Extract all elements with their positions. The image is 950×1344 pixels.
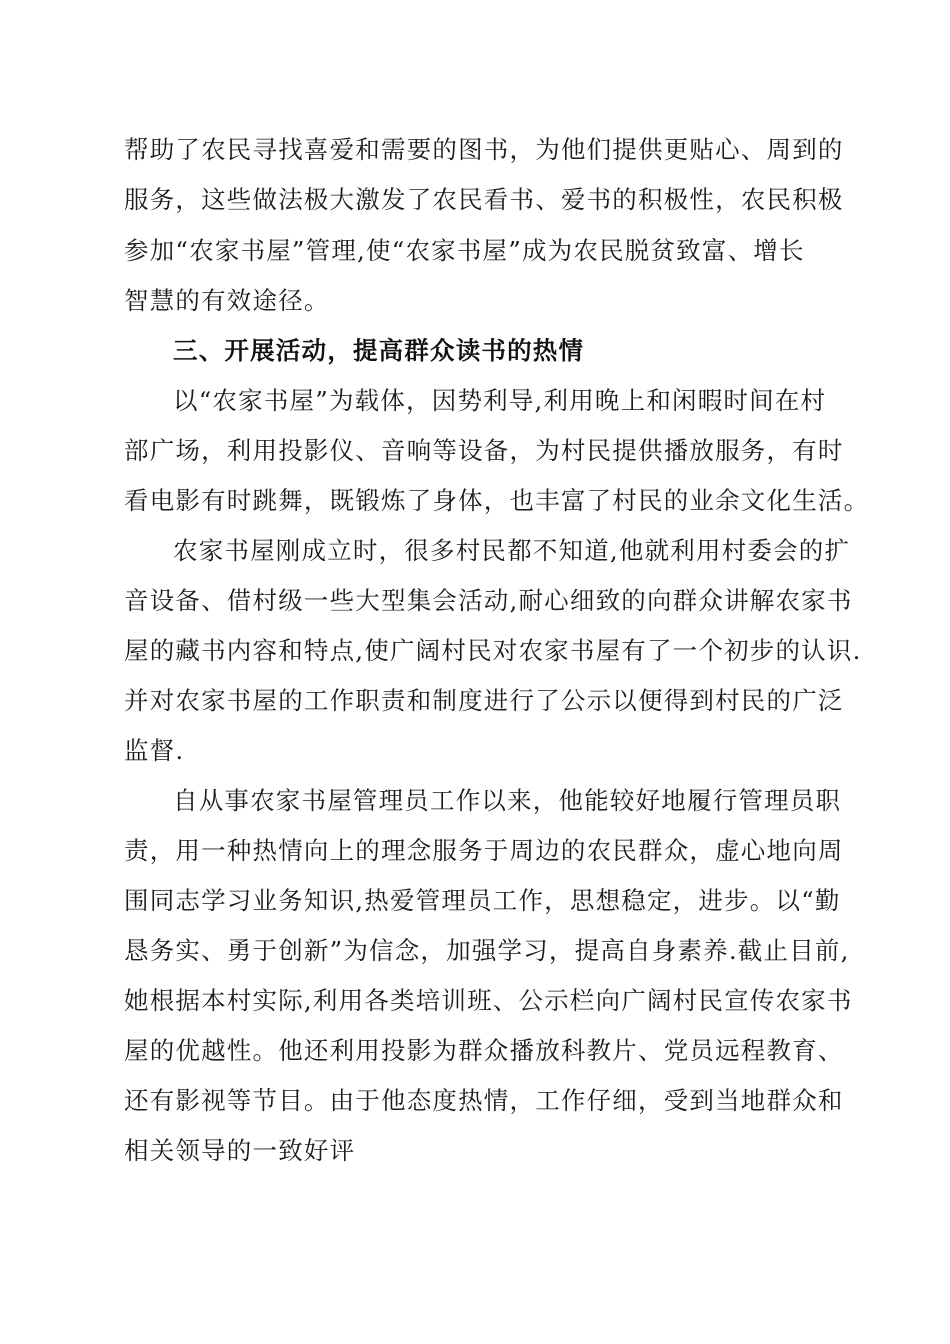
paragraph-line: 责，用一种热情向上的理念服务于周边的农民群众，虚心地向周 — [124, 836, 844, 865]
paragraph-line: 屋的藏书内容和特点,使广阔村民对农家书屋有了一个初步的认识. — [124, 636, 862, 665]
paragraph-line: 并对农家书屋的工作职责和制度进行了公示以便得到村民的广泛 — [124, 686, 844, 715]
paragraph-line: 自从事农家书屋管理员工作以来，他能较好地履行管理员职 — [173, 786, 842, 815]
paragraph-line: 相关领导的一致好评 — [124, 1136, 356, 1165]
paragraph-line: 看电影有时跳舞，既锻炼了身体，也丰富了村民的业余文化生活。 — [124, 486, 870, 515]
paragraph-line: 智慧的有效途径。 — [124, 286, 330, 315]
paragraph-line: 帮助了农民寻找喜爱和需要的图书，为他们提供更贴心、周到的 — [124, 135, 844, 164]
paragraph-line: 音设备、借村级一些大型集会活动,耐心细致的向群众讲解农家书 — [124, 586, 853, 615]
paragraph-line: 还有影视等节目。由于他态度热情，工作仔细，受到当地群众和 — [124, 1086, 844, 1115]
paragraph-line: 围同志学习业务知识,热爱管理员工作，思想稳定，进步。以“勤 — [124, 886, 841, 915]
section-heading: 三、开展活动，提高群众读书的热情 — [173, 336, 585, 365]
paragraph-line: 她根据本村实际,利用各类培训班、公示栏向广阔村民宣传农家书 — [124, 986, 853, 1015]
paragraph-line: 农家书屋刚成立时，很多村民都不知道,他就利用村委会的扩 — [173, 536, 851, 565]
paragraph-line: 服务，这些做法极大激发了农民看书、爱书的积极性，农民积极 — [124, 185, 844, 214]
paragraph-line: 监督. — [124, 736, 185, 765]
paragraph-line: 部广场，利用投影仪、音响等设备，为村民提供播放服务，有时 — [124, 436, 844, 465]
paragraph-line: 参加“农家书屋”管理,使“农家书屋”成为农民脱贫致富、增长 — [124, 236, 805, 265]
paragraph-line: 恳务实、勇于创新”为信念，加强学习，提高自身素养.截止目前, — [124, 936, 850, 965]
paragraph-line: 以“农家书屋”为载体，因势利导,利用晚上和闲暇时间在村 — [173, 386, 827, 415]
paragraph-line: 屋的优越性。他还利用投影为群众播放科教片、党员远程教育、 — [124, 1036, 844, 1065]
